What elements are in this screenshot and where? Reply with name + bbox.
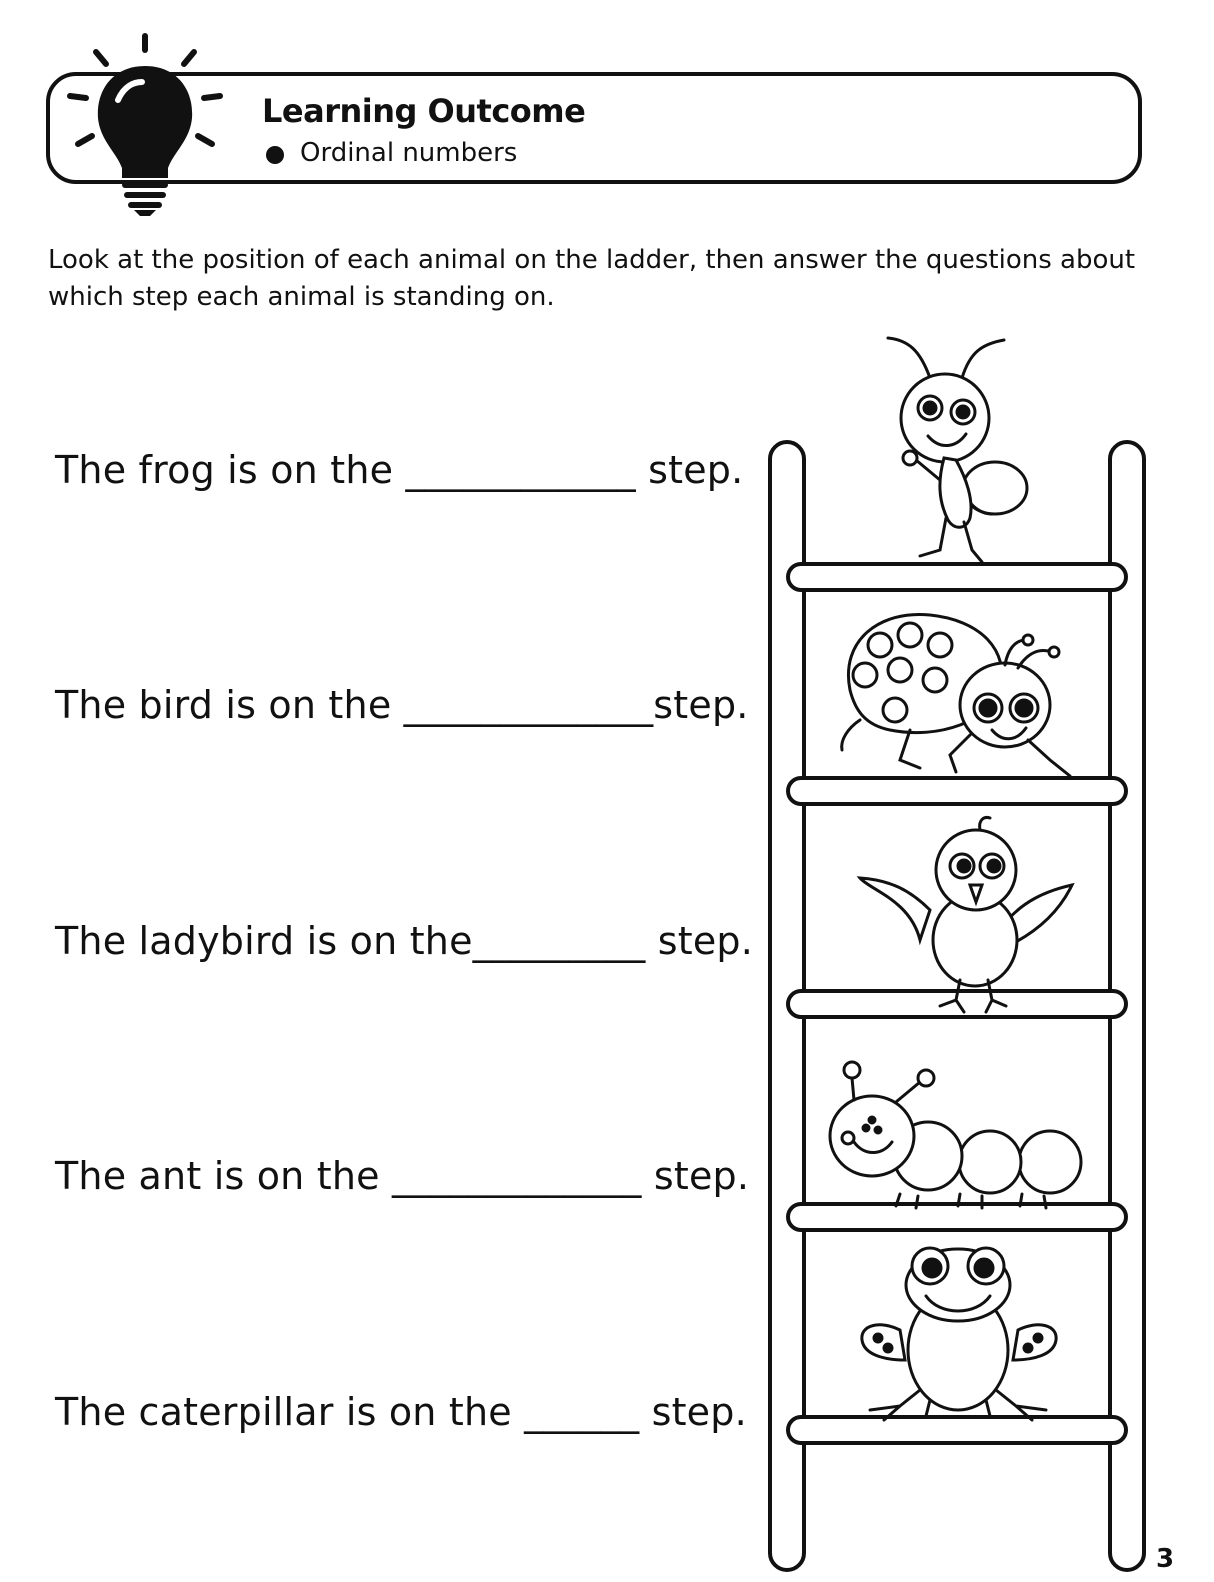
- instructions: Look at the position of each animal on the ladder, then answer the questions about which step each animal is standing on.: [48, 245, 1136, 312]
- question-ladybird: The ladybird is on the_________ step.: [55, 919, 754, 963]
- outcome-item: Ordinal numbers: [300, 138, 518, 168]
- question-ant: The ant is on the _____________ step.: [55, 1154, 750, 1198]
- caterpillar-icon: [830, 1062, 1081, 1208]
- question-frog: The frog is on the ____________ step.: [55, 448, 744, 492]
- lightbulb-icon: [58, 28, 238, 218]
- ant-icon: [888, 338, 1027, 562]
- bird-icon: [860, 818, 1072, 1013]
- question-bird: The bird is on the _____________step.: [55, 683, 749, 727]
- ladybird-icon: [842, 614, 1070, 776]
- outcome-title: Learning Outcome: [262, 92, 586, 130]
- frog-icon: [862, 1248, 1056, 1420]
- ladder: [760, 330, 1160, 1580]
- question-caterpillar: The caterpillar is on the ______ step.: [55, 1390, 747, 1434]
- bullet-icon: [266, 146, 284, 164]
- page-number: 3: [1156, 1544, 1175, 1574]
